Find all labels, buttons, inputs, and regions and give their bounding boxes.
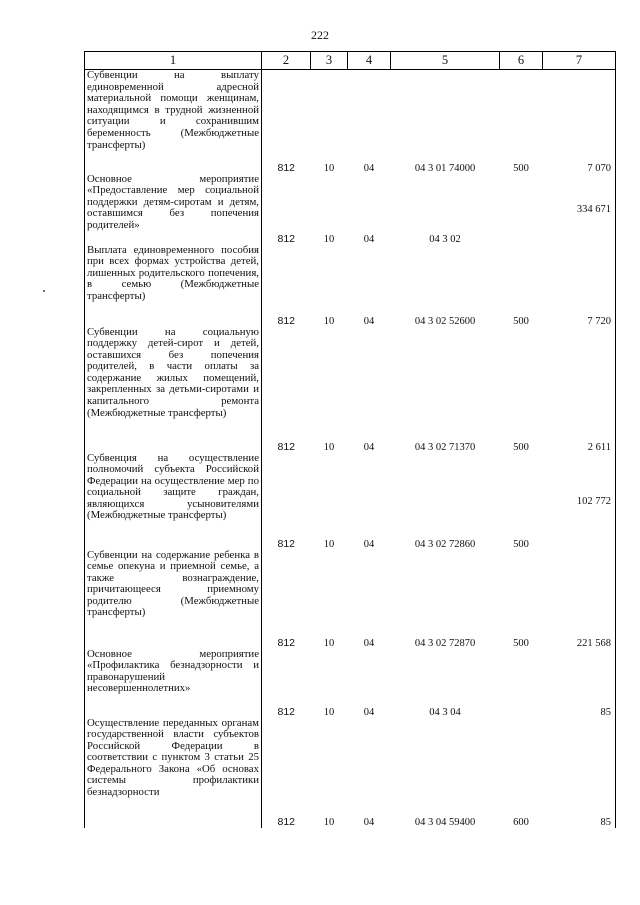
cell-ministry: 812 [277,314,296,327]
cell-section: 10 [323,233,335,245]
table-row [85,70,616,174]
table-row [85,174,616,245]
table-row [85,649,616,718]
cell-amount: 85 [543,718,616,828]
cell-expense-type: 500 [513,441,529,453]
cell-amount: 7 070 [543,70,616,174]
row-name: Осуществление переданных органам государственной власти субъектов Российской Федерации в соответствии с пунктом 3 статьи 25 Федерального Закона «Об основах системы профилактики безнадзорности [85,718,262,828]
cell-target-article: 04 3 02 72870 [414,637,476,649]
cell-target-article: 04 3 04 59400 [414,816,476,828]
cell-expense-type [500,174,543,245]
cell-expense-type: 500 [513,637,529,649]
page-number: 222 [311,28,329,42]
row-name: Выплата единовременного пособия при всех формах устройства детей, лишенных родительского попечения, в семью (Межбюджетные трансферты) [85,245,262,327]
scan-artifact-dot [43,290,45,292]
cell-section: 10 [323,706,335,718]
cell-ministry: 812 [277,440,296,453]
cell-amount: 334 671 [543,174,616,245]
row-name: Субвенции на содержание ребенка в семье опекуна и приемной семье, а также вознаграждение, причитающееся приемному родителю (Межбюджетные трансферты) [85,550,262,649]
cell-section: 10 [323,315,335,327]
header-cell: 6 [500,52,543,70]
cell-subsection: 04 [363,637,375,649]
cell-subsection: 04 [363,315,375,327]
header-row [85,52,616,70]
cell-target-article: 04 3 04 [429,706,461,718]
cell-amount: 85 [543,649,616,718]
cell-section: 10 [323,538,335,550]
cell-subsection: 04 [363,706,375,718]
cell-subsection: 04 [363,162,375,174]
cell-expense-type: 500 [513,538,529,550]
cell-ministry: 812 [277,705,296,718]
header-cell: 5 [391,52,500,70]
header-cell: 4 [348,52,391,70]
cell-subsection: 04 [363,441,375,453]
cell-subsection: 04 [363,538,375,550]
cell-target-article: 04 3 02 71370 [414,441,476,453]
row-name: Субвенции на выплату единовременной адресной материальной помощи женщинам, находящимся в трудной жизненной ситуации и сохранившим беременность (Межбюджетные трансферты) [85,70,262,174]
table-row [85,550,616,649]
header-cell: 3 [311,52,348,70]
cell-section: 10 [323,441,335,453]
cell-subsection: 04 [363,816,375,828]
cell-expense-type: 600 [513,816,529,828]
cell-expense-type: 500 [513,162,529,174]
table-row [85,718,616,828]
row-name: Основное мероприятие «Профилактика безнадзорности и правонарушений несовершеннолетних» [85,649,262,718]
cell-target-article: 04 3 02 [429,233,461,245]
table-row [85,245,616,327]
cell-ministry: 812 [277,232,296,245]
cell-ministry: 812 [277,537,296,550]
row-name: Субвенции на социальную поддержку детей-сирот и детей, оставшихся без попечения родителей, в части оплаты за содержание жилых помещений, закрепленных за детьми-сиротами и капитального ремонта (Межбюджетные трансферты) [85,327,262,453]
cell-amount: 221 568 [543,550,616,649]
cell-subsection: 04 [363,233,375,245]
table-row [85,327,616,453]
cell-expense-type: 500 [513,315,529,327]
cell-amount: 102 772 [543,453,616,550]
cell-ministry: 812 [277,161,296,174]
cell-section: 10 [323,162,335,174]
cell-target-article: 04 3 02 52600 [414,315,476,327]
header-cell: 1 [85,52,262,70]
row-name: Субвенция на осуществление полномочий субъекта Российской Федерации на осуществление мер по социальной защите граждан, являющихся усыновителями (Межбюджетные трансферты) [85,453,262,550]
cell-target-article: 04 3 02 72860 [414,538,476,550]
header-cell: 2 [262,52,311,70]
cell-ministry: 812 [277,815,296,828]
cell-section: 10 [323,816,335,828]
header-cell: 7 [543,52,616,70]
cell-section: 10 [323,637,335,649]
cell-target-article: 04 3 01 74000 [414,162,476,174]
row-name: Основное мероприятие «Предоставление мер социальной поддержки детям-сиротам и детям, оставшимся без попечения родителей» [85,174,262,245]
cell-amount: 2 611 [543,327,616,453]
table-row [85,453,616,550]
cell-ministry: 812 [277,636,296,649]
cell-amount: 7 720 [543,245,616,327]
cell-expense-type [500,649,543,718]
budget-table [84,51,616,828]
